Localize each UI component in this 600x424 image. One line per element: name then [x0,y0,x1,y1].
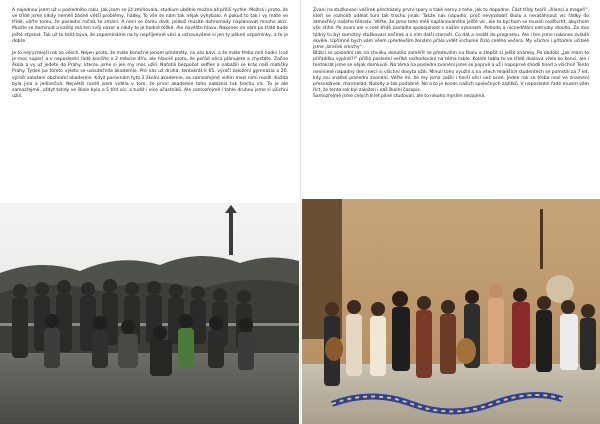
right-paragraph-2: Blížící se poslední rok na chvilku donutilo zaměřit se především na školu a zlepšit si ještě známky. Po období „Jak mám to přiřádilku vyplnit?!" přišlo poslední veřlké rozhodování na téma tablo. Kolem tabla to ve třídě doslova vřelo ko konci, ale i tentokrát jsme se nějak domluvili. Na téma na poslední zvonění jsme se poprvé a už i napoprvé shodli hned a všichni! Tento nevinimé nápadný den (nec) si všichni dosyta užili. Minuli toho využili a na všech mladších studentech se pomstili za 7 let, kdy oni snášeli poslední zvonění. Věřte mi, že my jsme zažili i horší věci než oceň. Jeden rok se třeba nesl ve znamení přesnídávek, marmelád, Nutelly a tak podobně. No a to je konec našich společných zážitků. V neposlední řadě musím vám říct, že tento rok byl založen i náš školní časopis. [313,51,589,94]
right-article-text [313,8,589,106]
right-page [300,0,600,424]
class-photo-outdoor-image [0,203,299,424]
class-photo-costumes-image [302,199,600,424]
left-paragraph-2: Je to nejrychlejší rok ze všech. Nejen proto, že máte konečně jenom předměty, co vás baví, a že máte třeba míň hodin (což je moc super) a v neposlední řadě končíte o 2 měsíce dřív, ale hlavně proto, že pořád něco plánujete a chystáte. Začne škola a vy už jedete do Prahy, kterou jsme si jen my moc užili. Nafotili bezpočet selfies a nabažili se krás naší matičky Prahy. Týden po tomto výletu se uskutečnila akademie. Pro nás už druhá, tentokrát k 65. výročí založení gymnázia a 20. výročí založení obchodní akademie. Když porovnám tyto 2 školní akademie, sa samozřejmě vidím mezi nimi rozdíl. Každá byla jiná a jedinečná. Největší rozdíl jsem viděla v tom, že první akademie toho nabízela tak trochu víc. To je ale samozřejmé, vždyť tehdy ve škole bylo o 5 tříd víc, a tudíž i více účastníků. Ale samozřejmě i tahle druhou jsme si všichni užili. [12,50,288,100]
class-photo-costumes [302,199,600,424]
right-paragraph-1: Zvaní na stužkovací večírek přecházely první spory a také nervy z toho, jak to dopadne. Část třídy tvořil „šílenci a magoři", kteří se rozhodli udělat tuní tak trochu jinak. Takže nás napadlo, proč nevyzdobit školu a neratáhnout víc řádky do atmosféry našeho tématu. Věřte, že jsme toho měli naplánováného ještě víc, ale to bychom se museli rozštvrtit, abychom vše stihli. Po zvaní ale v celé třídě zavládla spokojenost s naším výkonem. Pohoda a nicnedělání netrvaly dlouho. Za dva týdny tu byl samotný stužkovací večírek a s ním další starosti. Co dát a nedát do programu. Ale i ten jsme nakonec zvládli skvěle. Upřímně bych vám všem (především ženám) přála vidět vrcholné číslo celého večera. My všichni i přítomní učitelé jsme „brečeli smíchy". [313,8,589,50]
left-paragraph-1: A najednou jsem už u posledního roku. Jak jsem se již zmiňovala, studium uběhlo možná až příliš rychle. Možná i proto, že ve třídě jsme nikdy neměli žádné větší problémy, hádky. To vše se nám tak nějak vyhýbalo. A pokud to tak i vy máte ve třídě, věřte tomu, že poslední ročník to zmání. A není se čemu divit, jelikož musíte dohromady naplánovat mnoho akcí. Musíte se dominuit a každý má ten svůj názor a nikdy to je hodně těžké. Ale nevěšte hlavu. Nakonec se vám po třídě bude ještě stýskat. Tak už to totiž bývá, že zapomínáme na ty nepříjemné věci a uchováváme si jen ty pěkné vzpomínky, a to je dobře. [12,8,288,44]
right-paragraph-3: Samozřejmě jsme celých 8 let pilně studovali, ale to nikoho myslím nezajímá. [313,94,486,100]
left-article-text [12,8,288,106]
class-photo-outdoor [0,203,299,424]
